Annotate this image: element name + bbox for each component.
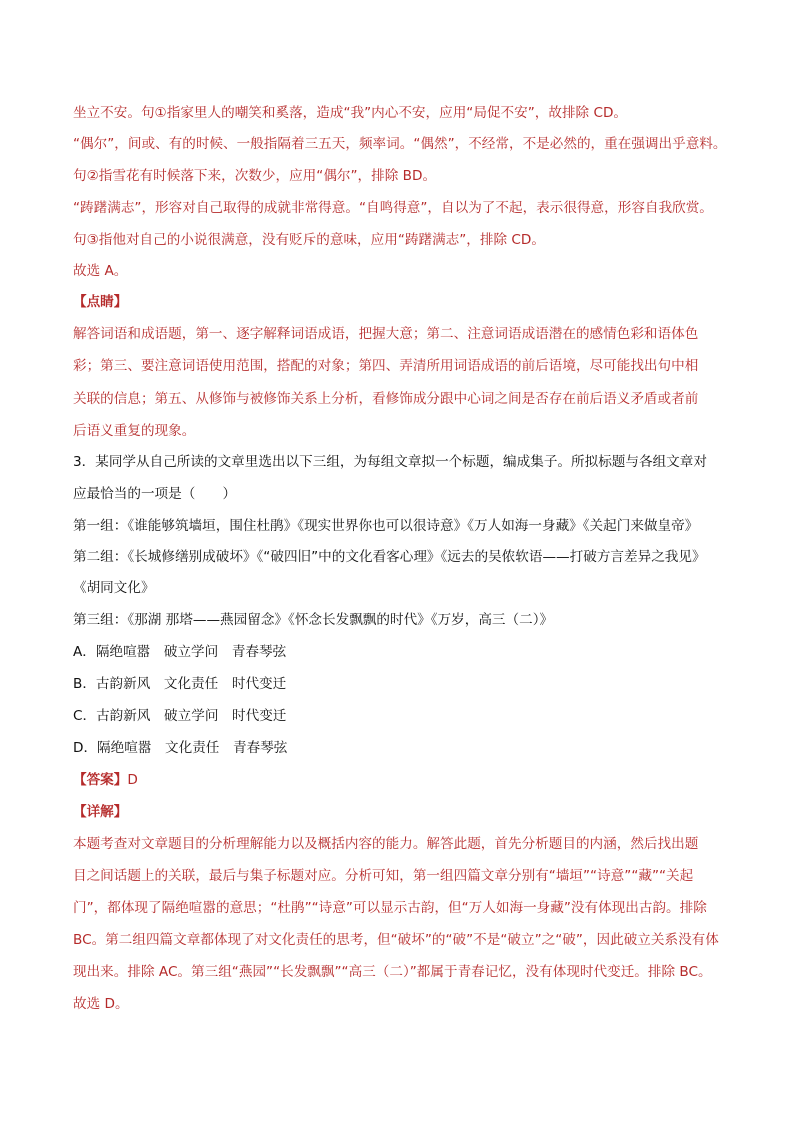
xiangjie-line-2: 目之间话题上的关联，最后与集子标题对应。分析可知，第一组四篇文章分别有“墙垣”“诗意”“藏”“关起	[73, 868, 694, 884]
dianjing-line-1: 解答词语和成语题，第一、逐字解释词语成语，把握大意；第二、注意词语成语潜在的感情色彩和语体色	[73, 326, 699, 342]
dianjing-line-2: 彩；第三、要注意词语使用范围，搭配的对象；第四、弄清所用词语成语的前后语境，尽可能找出句中相	[73, 358, 699, 374]
question-stem-line-1: 3．某同学从自己所读的文章里选出以下三组，为每组文章拟一个标题，编成集子。所拟标题与各组文章对	[73, 454, 707, 470]
answer-row	[73, 771, 138, 789]
analysis-conclusion: 故选 A。	[73, 263, 128, 279]
option-a: A．隔绝喧嚣 破立学问 青春琴弦	[73, 644, 287, 660]
xiangjie-line-4: BC。第二组四篇文章都体现了对文化责任的思考，但“破坏”的“破”不是“破立”之“破”，因此破立关系没有体	[73, 932, 719, 948]
option-d: D．隔绝喧嚣 文化责任 青春琴弦	[73, 740, 288, 756]
analysis-line-5: 句③指他对自己的小说很满意，没有贬斥的意味，应用“踌躇满志”，排除 CD。	[73, 232, 545, 248]
xiangjie-line-1: 本题考查对文章题目的分析理解能力以及概括内容的能力。解答此题，首先分析题目的内涵，然后找出题	[73, 836, 699, 852]
xiangjie-line-3: 门”，都体现了隔绝喧嚣的意思；“杜鹃”“诗意”可以显示古韵，但“万人如海一身藏”没有体现出古韵。排除	[73, 900, 707, 916]
question-stem-line-2: 应最恰当的一项是（ ）	[73, 486, 237, 502]
analysis-line-2: “偶尔”，间或、有的时候、一般指隔着三五天，频率词。“偶然”，不经常，不是必然的，重在强调出乎意料。	[73, 136, 727, 152]
dianjing-heading: 【点睛】	[73, 294, 128, 310]
question-group-2: 第二组：《长城修缮别成破坏》《“破四旧”中的文化看客心理》《远去的吴侬软语——打破方言差异之我见》	[73, 549, 706, 565]
question-group-2-cont: 《胡同文化》	[73, 580, 155, 596]
dianjing-line-3: 关联的信息；第五、从修饰与被修饰关系上分析，看修饰成分跟中心词之间是否存在前后语义矛盾或者前	[73, 391, 699, 407]
xiangjie-conclusion: 故选 D。	[73, 996, 129, 1012]
analysis-line-1: 坐立不安。句①指家里人的嘲笑和奚落，造成“我”内心不安，应用“局促不安”，故排除 CD。	[73, 105, 628, 121]
dianjing-line-4: 后语义重复的现象。	[73, 423, 196, 439]
option-c: C．古韵新风 破立学问 时代变迁	[73, 708, 287, 724]
answer-heading: 【答案】	[73, 772, 128, 788]
answer-value: D	[127, 772, 138, 788]
xiangjie-line-5: 现出来。排除 AC。第三组“燕园”“长发飘飘”“高三（二）”都属于青春记忆，没有体现时代变迁。排除 BC。	[73, 964, 712, 980]
analysis-line-4: “踌躇满志”，形容对自己取得的成就非常得意。“自鸣得意”，自以为了不起，表示很得意，形容自我欣赏。	[73, 200, 713, 216]
question-group-3: 第三组：《那湖 那塔——燕园留念》《怀念长发飘飘的时代》《万岁，高三（二）》	[73, 612, 554, 628]
xiangjie-heading: 【详解】	[73, 804, 128, 820]
analysis-line-3: 句②指雪花有时候落下来，次数少，应用“偶尔”，排除 BD。	[73, 168, 437, 184]
option-b: B．古韵新风 文化责任 时代变迁	[73, 676, 287, 692]
question-group-1: 第一组：《谁能够筑墙垣，围住杜鹃》《现实世界你也可以很诗意》《万人如海一身藏》《关起门来做皇帝》	[73, 518, 699, 534]
